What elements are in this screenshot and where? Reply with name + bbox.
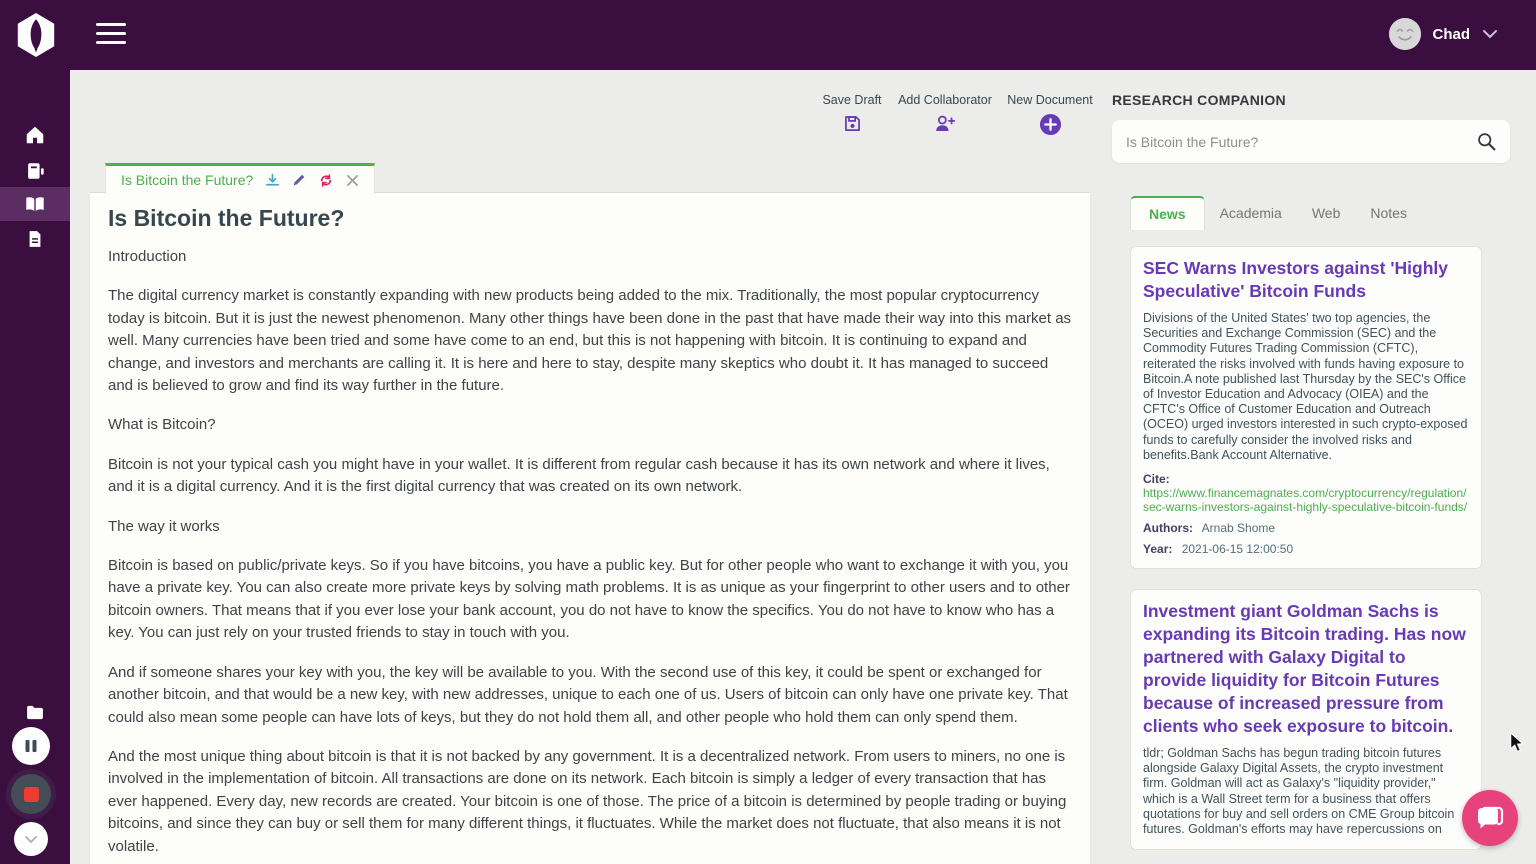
authors-label: Authors: — [1143, 521, 1193, 536]
sidebar-item-library[interactable] — [0, 154, 70, 188]
sidebar-item-folder[interactable] — [0, 700, 70, 724]
sidebar-item-research[interactable] — [0, 187, 70, 221]
tab-news[interactable]: News — [1130, 196, 1205, 230]
sidebar-item-home[interactable] — [0, 118, 70, 152]
search-icon[interactable] — [1476, 131, 1497, 152]
home-icon — [24, 124, 46, 146]
refresh-icon[interactable] — [318, 173, 334, 188]
sidebar-item-documents[interactable] — [0, 222, 70, 256]
document-tab-strip — [90, 163, 1090, 193]
pause-icon — [24, 739, 38, 753]
chevron-down-icon — [1482, 29, 1498, 39]
cite-label: Cite: — [1143, 472, 1170, 487]
user-menu[interactable] — [1389, 18, 1499, 50]
tab-notes[interactable]: Notes — [1370, 205, 1407, 221]
chevron-down-icon — [24, 835, 38, 844]
results-wrap — [1130, 196, 1482, 850]
document-tab-title: Is Bitcoin the Future? — [121, 172, 254, 188]
download-icon[interactable] — [265, 173, 280, 188]
folder-icon — [25, 704, 45, 721]
close-icon[interactable] — [346, 174, 359, 187]
result-title: Investment giant Goldman Sachs is expanding its Bitcoin trading. Has now partnered with Galaxy Digital to provide liquidity for Bitcoin Futures because of increased pressure from clients who seek exposure to bitcoin. — [1143, 601, 1466, 737]
open-book-icon — [23, 193, 47, 215]
result-summary: Divisions of the United States' two top agencies, the Securities and Exchange Commission (SEC) and the Commodity Futures Trading Commission (CFTC), reiterated the risks involved with funds having exposure to Bitcoin.A note published last Thursday by the SEC's Office of Investor Education and Advocacy (OIEA) and the CFTC's Office of Customer Education and Outreach (OCEO) urged investors interested in such crypto-exposed funds to carefully consider the involved risks and benefits.Bank Account Alternative. — [1143, 311, 1468, 462]
avatar — [1389, 18, 1421, 50]
save-draft-floppy-icon — [842, 113, 863, 134]
plus-circle-icon — [1039, 113, 1062, 136]
save-draft-label: Save Draft — [822, 93, 882, 107]
cite-link[interactable]: https://www.financemagnates.com/cryptocurrency/regulation/sec-warns-investors-against-highly-speculative-bitcoin-funds/ — [1143, 486, 1468, 515]
authors-value: Arnab Shome — [1201, 521, 1276, 536]
collapse-button[interactable] — [14, 822, 48, 856]
result-cite — [1143, 472, 1469, 514]
search-input[interactable] — [1126, 120, 1466, 163]
document-icon — [25, 228, 45, 250]
record-stop-button[interactable] — [11, 774, 51, 814]
top-bar — [0, 0, 1536, 70]
chat-bubble-icon — [1476, 805, 1504, 831]
doc-paragraph: Bitcoin is not your typical cash you might have in your wallet. It is different from regular cash because it has its own network and where it lives, and it is a digital currency. And it is the first digital currency that was created on its own network. — [108, 455, 1050, 496]
new-document-label: New Document — [1007, 93, 1093, 107]
document-wrapper — [90, 163, 1090, 864]
sidebar — [0, 70, 70, 864]
user-name: Chad — [1432, 25, 1470, 43]
result-card[interactable] — [1130, 589, 1482, 850]
menu-icon[interactable] — [96, 23, 126, 47]
document-page[interactable] — [90, 193, 1090, 864]
document-title: Is Bitcoin the Future? — [108, 205, 345, 231]
panel-tabs — [1130, 196, 1482, 230]
doc-paragraph: The digital currency market is constantly expanding with new products being added to the mix. Traditionally, the most popular cryptocurrency today is bitcoin. But it is just the newest phenomenon. Many other things have been done in the past that have made their way into this market as well. Many currencies have been tried and some have come to an end, but this is not happening with bitcoin. It is continuing to expand and change, and investors and merchants are calling it. It is here and here to stay, despite many skeptics who doubt it. It has managed to succeed and is believed to grow and find its way further in the future. — [108, 287, 1072, 395]
research-companion-panel — [1097, 70, 1536, 864]
new-document-button[interactable] — [985, 93, 1115, 136]
doc-paragraph: What is Bitcoin? — [108, 416, 216, 434]
doc-paragraph: Introduction — [108, 248, 187, 265]
year-label: Year: — [1143, 542, 1173, 557]
app-logo-icon[interactable] — [13, 11, 59, 59]
result-card[interactable] — [1130, 246, 1482, 569]
search-box — [1112, 120, 1510, 163]
add-collaborator-label: Add Collaborator — [898, 93, 992, 107]
document-tab[interactable] — [105, 163, 375, 194]
tab-academia[interactable]: Academia — [1219, 205, 1282, 221]
panel-title: RESEARCH COMPANION — [1112, 92, 1286, 108]
chat-button[interactable] — [1462, 790, 1518, 846]
result-authors — [1143, 521, 1469, 535]
tab-web[interactable]: Web — [1311, 205, 1341, 221]
edit-pencil-icon[interactable] — [292, 173, 306, 187]
person-plus-icon — [933, 113, 957, 134]
doc-paragraph: The way it works — [108, 517, 220, 535]
result-summary: tldr; Goldman Sachs has begun trading bitcoin futures alongside Galaxy Digital Assets, the crypto investment firm. Goldman will act as Galaxy's "liquidity provider," which is a Wall Street term for a business that offers quotations for buy and sell orders on CME Group bitcoin futures. Goldman's efforts may have repercussions on — [1143, 746, 1455, 837]
result-title: SEC Warns Investors against 'Highly Speculative' Bitcoin Funds — [1143, 258, 1448, 301]
book-icon — [24, 160, 46, 182]
record-icon — [24, 787, 39, 802]
pause-button[interactable] — [12, 727, 50, 765]
year-value: 2021-06-15 12:00:50 — [1181, 542, 1294, 557]
doc-paragraph: And the most unique thing about bitcoin is that it is not backed by any government. It is a decentralized network. From users to miners, no one is involved in the implementation of bitcoin. All transactions are done on its network. Each bitcoin is simply a ledger of every transaction that has ever happened. Every day, new records are created. Your bitcoin is one of those. The price of a bitcoin is determined by people trading or buying bitcoins, and since they can buy or sell them for many different things, it fluctuates. While the market does not fluctuate, that also means it is not volatile. — [108, 747, 1067, 855]
editor-area — [70, 70, 1097, 864]
result-year — [1143, 542, 1469, 556]
doc-paragraph: And if someone shares your key with you, the key will be available to you. With the second use of this key, it could be spent or exchanged for another bitcoin, and that would be a new key, with new addresses, unique to each one of us. Users of bitcoin can only have one private key. That could also mean some people can have lots of keys, but they do not hold them all, and other people who hold them can only spend them. — [108, 663, 1068, 726]
doc-paragraph: Bitcoin is based on public/private keys. So if you have bitcoins, you have a public key. But for other people who want to exchange it with you, you have a private key. You can also create more private keys by solving math problems. It is as unique as your fingerprint to other users and to other bitcoin owners. That means that if you ever lose your bank account, you do not have to know the specifics. You do not have to know who has a key. You can just rely on your trusted friends to stay in touch with you. — [108, 557, 1070, 642]
